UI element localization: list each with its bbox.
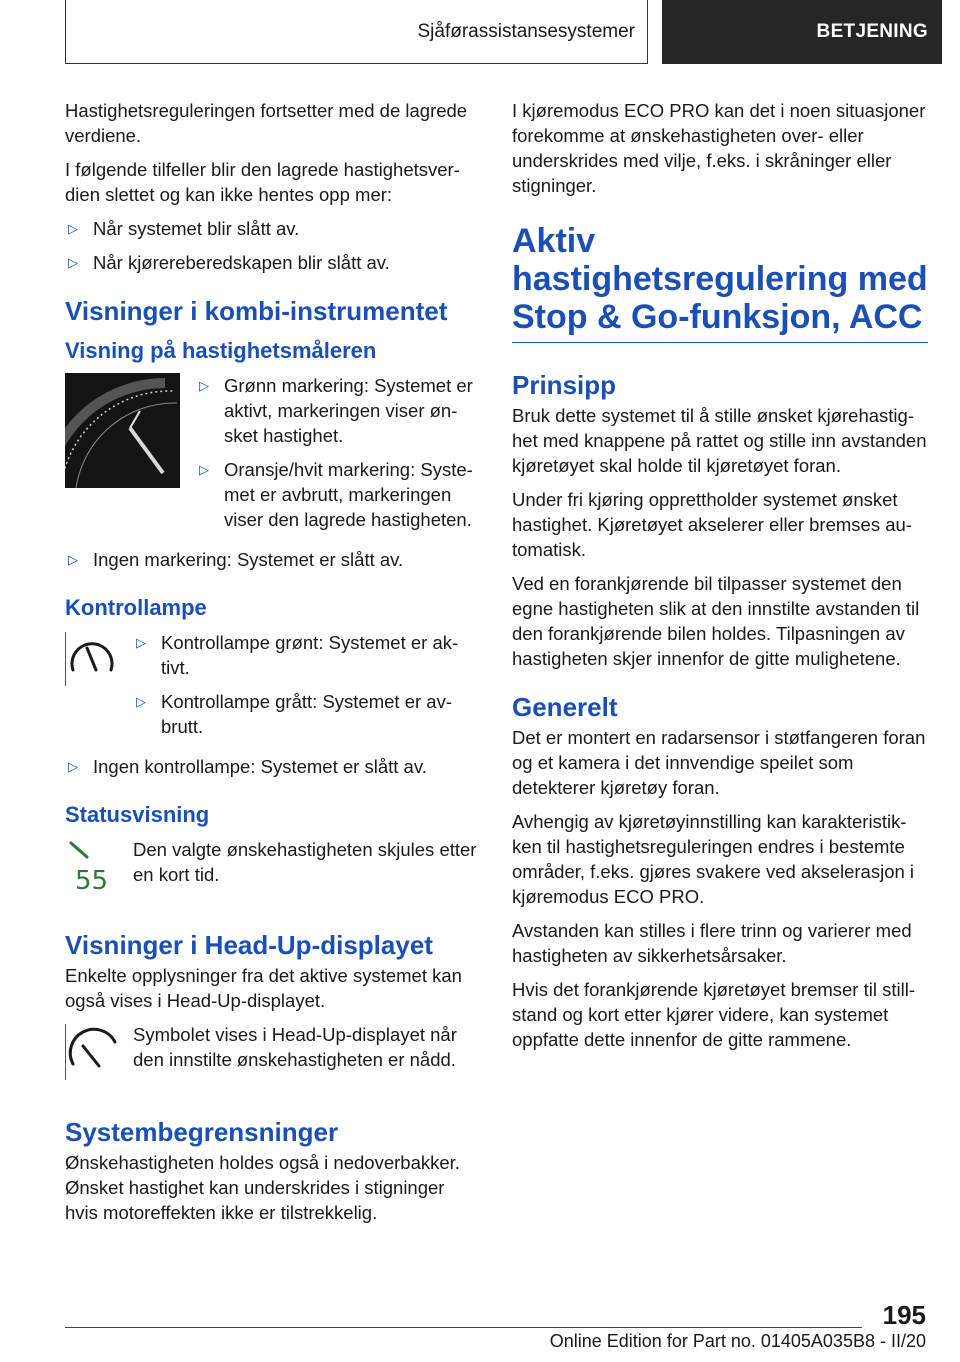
header-section-title: Sjåførassistansesystemer xyxy=(417,20,635,42)
speedometer-icon xyxy=(65,373,180,488)
paragraph: Under fri kjøring opprettholder systemet ønsket hastighet. Kjøretøyet akselerer eller bremses automatisk. xyxy=(512,489,912,560)
heading-kontroll: Kontrollampe xyxy=(65,595,207,620)
hud-figure-row xyxy=(65,1022,477,1088)
header-chapter xyxy=(662,0,942,64)
hud-image xyxy=(65,1022,133,1088)
hud-icon-text: Symbolet vises i Head-Up-displayet når den innstilte ønskehastigheten er nådd. xyxy=(133,1024,457,1070)
cruise-control-lamp-icon xyxy=(65,630,119,688)
heading-acc: Aktiv hastighetsregulering med Stop & Go-funksjon, ACC xyxy=(512,222,928,343)
bullet-item: ▷ Når systemet blir slått av. xyxy=(65,216,477,241)
speedometer-image xyxy=(65,373,180,488)
paragraph: Ønskehastigheten holdes også i nedoverbakker. Ønsket hastighet kan underskrides i stigninger hvis motoreffekten ikke er tilstrekkelig. xyxy=(65,1152,460,1223)
heading-prinsipp: Prinsipp xyxy=(512,370,617,400)
paragraph: Hvis det forankjørende kjøretøyet bremser til stillstand og kort etter kjører videre, kan systemet oppfatte dette innenfor de gitte rammene. xyxy=(512,979,916,1050)
footer-divider xyxy=(65,1327,862,1328)
heading-kombi: Visninger i kombi-instrumentet xyxy=(65,296,448,326)
paragraph: I kjøremodus ECO PRO kan det i noen situasjoner forekomme at ønskehastigheten over- eller underskrides med vilje, f.eks. i skråninger eller stigninger. xyxy=(512,100,926,196)
speedo-figure-row xyxy=(65,373,477,541)
heading-grense: Systembegrensninger xyxy=(65,1117,339,1147)
paragraph: Bruk dette systemet til å stille ønsket kjørehastighet med knappene på rattet og stille inn avstanden kjøretøyet skal holde til kjøretøyet foran. xyxy=(512,405,927,476)
right-column xyxy=(512,98,928,1061)
header-section xyxy=(65,0,648,64)
bullet-item: ▷ Ingen markering: Systemet er slått av. xyxy=(65,547,477,572)
bullet-item: ▷ Kontrollampe grønt: Systemet er aktivt. xyxy=(133,630,477,680)
bullet-item: ▷ Oransje/hvit markering: Systemet er avbrutt, markeringen viser den lagrede hastigheten. xyxy=(196,457,477,532)
status-icon-value: 55 xyxy=(75,866,109,896)
paragraph: Det er montert en radarsensor i støtfangeren foran og et kamera i det innvendige speilet som detekterer kjøretøy foran. xyxy=(512,727,926,798)
heading-status: Statusvisning xyxy=(65,802,210,827)
bullet-item: ▷ Ingen kontrollampe: Systemet er slått av. xyxy=(65,754,477,779)
bullet-item: ▷ Grønn markering: Systemet er aktivt, markeringen viser ønsket hastighet. xyxy=(196,373,477,448)
header-chapter-title: BETJENING xyxy=(816,21,928,42)
kontroll-image xyxy=(65,630,119,694)
page-number: 195 xyxy=(882,1300,926,1330)
footer-edition: Online Edition for Part no. 01405A035B8 - II/20 xyxy=(549,1331,926,1351)
heading-hud: Visninger i Head-Up-displayet xyxy=(65,930,433,960)
speed-status-icon xyxy=(65,837,119,897)
paragraph: Avhengig av kjøretøyinnstilling kan karakteristikken til hastighetsreguleringen endres i bestemte områder, f.eks. gjøres svakere ved akselerasjon i kjøremodus ECO PRO. xyxy=(512,811,915,907)
hud-cruise-icon xyxy=(65,1022,121,1082)
left-column xyxy=(65,98,477,1234)
paragraph: Avstanden kan stilles i flere trinn og varierer med hastigheten av sikkerhetsårsaker. xyxy=(512,920,912,966)
paragraph: I følgende tilfeller blir den lagrede hastighetsverdien slettet og kan ikke hentes opp mer: xyxy=(65,159,460,205)
heading-generelt: Generelt xyxy=(512,692,618,722)
paragraph: Ved en forankjørende bil tilpasser systemet den egne hastigheten slik at den innstilte avstanden til den forankjørende bilen holdes. Tilpasningen av hastigheten skjer innenfor de gitte mulighetene. xyxy=(512,573,920,669)
bullet-item: ▷ Når kjørereberedskapen blir slått av. xyxy=(65,250,477,275)
status-figure-row xyxy=(65,837,477,903)
status-text: Den valgte ønskehastigheten skjules etter en kort tid. xyxy=(133,839,477,885)
heading-speedo: Visning på hastighetsmåleren xyxy=(65,338,377,363)
status-image xyxy=(65,837,119,903)
paragraph: Enkelte opplysninger fra det aktive systemet kan også vises i Head-Up-displayet. xyxy=(65,965,462,1011)
paragraph: Hastighetsreguleringen fortsetter med de lagrede verdiene. xyxy=(65,100,468,146)
kontroll-figure-row xyxy=(65,630,477,748)
bullet-item: ▷ Kontrollampe grått: Systemet er avbrutt. xyxy=(133,689,477,739)
